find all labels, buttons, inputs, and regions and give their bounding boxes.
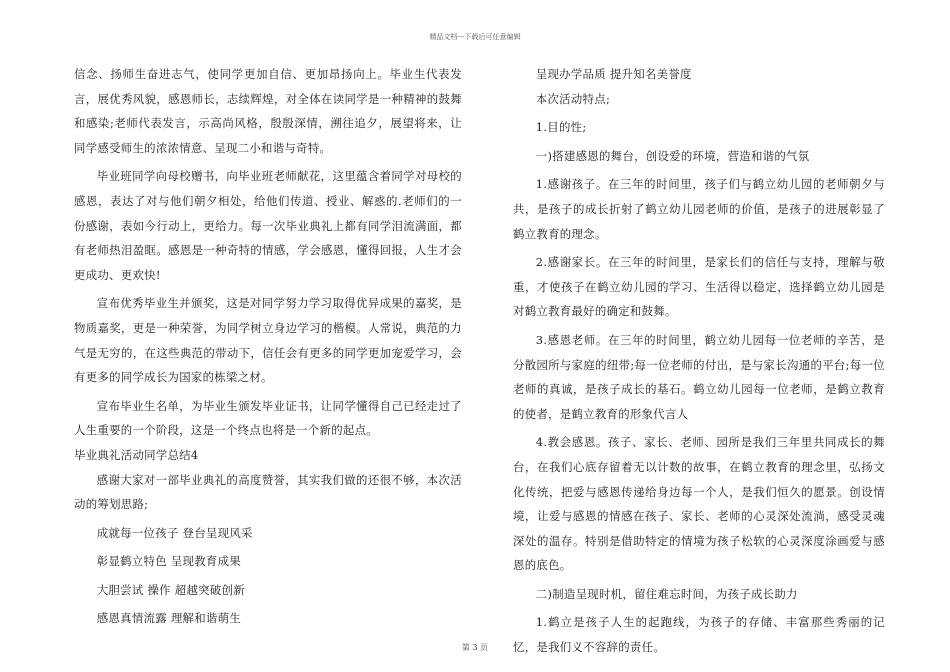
paragraph: 4.教会感恩。孩子、家长、老师、园所是我们三年里共同成长的舞台，在我们心底存留着无以计数的故事，在鹤立教育的理念里，弘扬文化传统，把爱与感恩传递给身边每一个人，是我们恒久的愿景。创设情境，让爱与感恩的情感在孩子、家长、老师的心灵深处流淌，感受灵魂深处的温存。特别是借助特定的情境为孩子松软的心灵深度涂画爱与感恩的底色。 — [513, 435, 885, 573]
paragraph: 2.感谢家长。在三年的时间里，是家长们的信任与支持，理解与敬重，才使孩子在鹤立幼儿园的学习、生活得以稳定，选择鹤立幼儿园是对鹤立教育最好的确定和鼓舞。 — [513, 255, 885, 319]
paragraph: 1.感谢孩子。在三年的时间里，孩子们与鹤立幼儿园的老师朝夕与共，是孩子的成长折射了鹤立幼儿园老师的价值，是孩子的进展彰显了鹤立教育的理念。 — [513, 177, 885, 241]
paragraph: 毕业班同学向母校赠书，向毕业班老师献花，这里蕴含着同学对母校的感恩，表达了对与他们朝夕相处，给他们传道、授业、解惑的.老师们的一份感谢，表如今行动上，更给力。每一次毕业典礼上都有同学泪流满面，都有老师热泪盈眶。感恩是一种奇特的情感，学会感恩，懂得回报，人生才会更成功、更欢快! — [74, 169, 462, 282]
section-heading: 毕业典礼活动同学总结4 — [74, 447, 199, 462]
sub-heading: 一)搭建感恩的舞台，创设爱的环境，营造和谐的气氛 — [535, 148, 810, 163]
paragraph: 信念、扬师生奋进志气，使同学更加自信、更加昂扬向上。毕业生代表发言，展优秀风貌，感恩师长，志续辉煌，对全体在读同学是一种精神的鼓舞和感染;老师代表发言，示高尚风格，殷殷深情，溯往追夕，展望将来，让同学感受师生的浓浓情意、呈现二小和谐与奇特。 — [74, 67, 462, 155]
list-heading: 1.目的性; — [535, 120, 587, 135]
slogan-line: 彰显鹤立特色 呈现教育成果 — [96, 554, 242, 569]
paragraph: 感谢大家对一部毕业典礼的高度赞誉，其实我们做的还很不够，本次活动的筹划思路; — [74, 472, 462, 512]
paragraph: 1.鹤立是孩子人生的起跑线，为孩子的存储、丰富那些秀丽的记忆，是我们义不容辞的责任。 — [513, 615, 885, 655]
sub-heading: 二)制造呈现时机，留住难忘时间，为孩子成长助力 — [535, 586, 798, 601]
paragraph: 宣布优秀毕业生并颁奖，这是对同学努力学习取得优异成果的嘉奖，是物质嘉奖，更是一种荣誉，为同学树立身边学习的楷模。人常说，典范的力气是无穷的，在这些典范的带动下，信任会有更多的同学更加宠爱学习，会有更多的同学成长为国家的栋梁之材。 — [74, 296, 462, 385]
slogan-line: 成就每一位孩子 登台呈现风采 — [96, 525, 253, 540]
right-column — [513, 62, 885, 660]
paragraph: 3.感恩老师。在三年的时间里，鹤立幼儿园每一位老师的辛苦，是分散园所与家庭的纽带;每一位老师的付出，是与家长沟通的平台;每一位老师的真诚，是孩子成长的基石。鹤立幼儿园每一位老师，是鹤立教育的使者，是鹤立教育的形象代言人 — [513, 332, 885, 421]
paragraph: 本次活动特点; — [535, 91, 611, 106]
slogan-line: 呈现办学品质 提升知名美誉度 — [535, 67, 692, 81]
paragraph: 宣布毕业生名单，为毕业生颁发毕业证书，让同学懂得自己已经走过了人生重要的一个阶段，这是一个终点也将是一个新的起点。 — [74, 398, 462, 438]
page-number: 第 3 页 — [461, 643, 489, 652]
slogan-line: 大胆尝试 操作 超越突破创新 — [96, 582, 245, 597]
page-header: 精品文档---下载后可任意编辑 — [429, 33, 521, 41]
slogan-line: 感恩真情流露 理解和谐萌生 — [96, 611, 242, 626]
left-column — [74, 62, 462, 631]
